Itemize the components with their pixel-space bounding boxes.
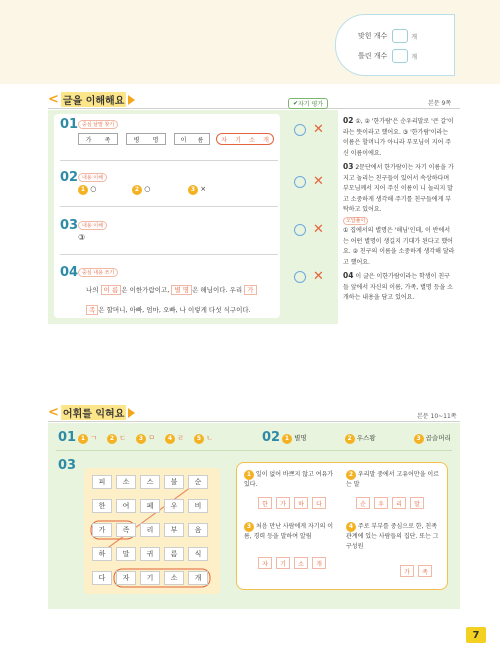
hint-text: 일이 없어 바쁘지 않고 여유가 있다. bbox=[244, 471, 334, 488]
number-badge: 1 bbox=[282, 434, 292, 444]
hint-text: 주로 부부를 중심으로 한, 친족 관계에 있는 사람들의 집단. 또는 그 구성원 bbox=[346, 523, 439, 550]
word-char: 병 bbox=[133, 136, 140, 144]
note-text: ① 집에서의 별명은 '해님'인데, 이 반에서는 어떤 별명이 생길지 기대가 된다고 했어요. ② 친구의 이름을 소중하게 생각해 달라고 했어요. bbox=[343, 227, 455, 266]
unit-label: 개 bbox=[411, 33, 418, 41]
answer-text: ㄱ bbox=[90, 434, 97, 442]
chevron-left-icon: < bbox=[48, 405, 59, 420]
grid-cell: 다 bbox=[92, 571, 112, 585]
divider bbox=[48, 108, 460, 109]
q02-tag: 내용 이해 bbox=[78, 173, 107, 182]
number-badge: 2 bbox=[345, 434, 355, 444]
answer-cell: 기 bbox=[276, 557, 290, 569]
answer-cell: 소 bbox=[294, 557, 308, 569]
answer-cell: 하 bbox=[294, 497, 308, 509]
hint-text: 처음 만난 사람에게 자기의 이름, 경력 등을 말하여 알림 bbox=[244, 523, 334, 540]
correct-count-row bbox=[358, 29, 417, 43]
note-text: ①, ② '한가람'은 순우리말로 '큰 갈'이라는 뜻이라고 했어요. ③ '한가람'이라는 이름은 할머니가 아니라 부모님이 지어 주신 이름이에요. bbox=[343, 118, 454, 157]
answer-cell: 말 bbox=[410, 497, 424, 509]
answer-item bbox=[136, 433, 155, 444]
self-check-o-button[interactable] bbox=[294, 271, 306, 283]
number-badge: 1 bbox=[78, 185, 88, 195]
self-check-x-button[interactable]: ✕ bbox=[313, 222, 324, 237]
grid-cell: 개 bbox=[188, 571, 208, 585]
hint-1 bbox=[244, 470, 340, 490]
self-check-o-button[interactable] bbox=[294, 176, 306, 188]
answer-blank: 족 bbox=[86, 305, 98, 315]
grid-cell: 식 bbox=[188, 547, 208, 561]
self-check-x-button[interactable]: ✕ bbox=[313, 122, 324, 137]
grid-cell: 부 bbox=[164, 523, 184, 537]
answer-cell: 자 bbox=[258, 557, 272, 569]
answer-text: ㅁ bbox=[148, 434, 155, 442]
divider bbox=[56, 450, 452, 451]
section2-page-ref: 본문 10~11쪽 bbox=[417, 413, 457, 420]
hint-4-answer bbox=[400, 565, 432, 577]
note-number: 04 bbox=[343, 271, 354, 280]
grid-cell: 자 bbox=[116, 571, 136, 585]
explanation-notes bbox=[343, 116, 455, 304]
correct-count-input[interactable] bbox=[392, 29, 408, 43]
answer-item bbox=[78, 433, 97, 444]
answer-cell: 한 bbox=[258, 497, 272, 509]
s2-q02-answers bbox=[282, 433, 451, 444]
q02-item-2 bbox=[132, 185, 150, 195]
number-badge: 3 bbox=[244, 522, 254, 532]
word-char: 기 bbox=[235, 136, 241, 144]
page-number: 7 bbox=[466, 627, 486, 643]
grid-cell: 말 bbox=[116, 547, 136, 561]
correct-label: 맞힌 개수 bbox=[358, 32, 388, 40]
q04-answer bbox=[86, 280, 281, 320]
unit-label: 개 bbox=[411, 53, 418, 61]
q03-number: 03 bbox=[58, 458, 77, 473]
answer-cell: 다 bbox=[312, 497, 326, 509]
answer-cell: 가 bbox=[400, 565, 414, 577]
grid-cell: 가 bbox=[92, 523, 112, 537]
q02-number: 02 bbox=[60, 170, 79, 185]
word-char: 족 bbox=[104, 136, 111, 144]
s2-q01-answers bbox=[78, 433, 213, 444]
grid-cell: 기 bbox=[140, 571, 160, 585]
hint-1-answer bbox=[258, 497, 326, 509]
hint-4 bbox=[346, 522, 442, 552]
grid-cell: 스 bbox=[140, 475, 160, 489]
section1-page-ref: 본문 9쪽 bbox=[428, 100, 452, 107]
number-badge: 2 bbox=[132, 185, 142, 195]
divider bbox=[60, 160, 278, 161]
note-03 bbox=[343, 162, 455, 216]
q02-item-3 bbox=[188, 185, 206, 195]
answer-item bbox=[194, 433, 213, 444]
hint-3 bbox=[244, 522, 340, 542]
q01-word-box-2 bbox=[126, 133, 166, 145]
self-check-o-button[interactable] bbox=[294, 124, 306, 136]
answer-blank: 이 름 bbox=[101, 285, 122, 295]
wrong-count-input[interactable] bbox=[392, 49, 408, 63]
text-part: 은 할머니, 아빠, 엄마, 오빠, 나 이렇게 다섯 식구이다. bbox=[98, 306, 251, 314]
answer-text: ㄴ bbox=[206, 434, 213, 442]
grid-cell: 족 bbox=[116, 523, 136, 537]
grid-cell: 하 bbox=[92, 547, 112, 561]
divider bbox=[60, 206, 278, 207]
wrong-answer-tag: 오답풀이 bbox=[343, 217, 368, 225]
q02-item-1 bbox=[78, 185, 96, 195]
answer-text: ㄹ bbox=[177, 434, 184, 442]
answer-mark: ○ bbox=[144, 185, 151, 193]
grid-cell: 불 bbox=[164, 475, 184, 489]
section2-heading bbox=[48, 405, 135, 420]
answer-cell: 가 bbox=[276, 497, 290, 509]
self-check-label: ✔ 자기 평가 bbox=[288, 98, 328, 109]
arrow-icon bbox=[128, 408, 135, 418]
hint-3-answer bbox=[258, 557, 326, 569]
answer-text: 별명 bbox=[294, 434, 307, 442]
number-badge: 4 bbox=[165, 434, 175, 444]
answer-mark: × bbox=[200, 185, 207, 193]
number-badge: 3 bbox=[136, 434, 146, 444]
answer-mark: ○ bbox=[90, 185, 97, 193]
q01-word-box-3 bbox=[174, 133, 210, 145]
note-number: 02 bbox=[343, 116, 354, 125]
answer-cell: 족 bbox=[418, 565, 432, 577]
section1-heading bbox=[48, 92, 135, 107]
answer-text: 곱슬머리 bbox=[425, 434, 451, 442]
self-check-text: 자기 평가 bbox=[297, 101, 324, 108]
note-text: 이 글은 이한가람이라는 학생이 친구들 앞에서 자신의 이름, 가족, 별명 등을 소개하는 내용을 담고 있어요. bbox=[343, 273, 453, 301]
number-badge: 3 bbox=[188, 185, 198, 195]
note-wrong bbox=[343, 216, 455, 269]
grid-cell: 비 bbox=[188, 499, 208, 513]
word-search-grid bbox=[90, 473, 214, 590]
divider bbox=[48, 421, 460, 422]
grid-cell: 순 bbox=[188, 475, 208, 489]
number-badge: 4 bbox=[346, 522, 356, 532]
number-badge: 3 bbox=[414, 434, 424, 444]
grid-cell: 귀 bbox=[140, 547, 160, 561]
arrow-icon bbox=[128, 95, 135, 105]
note-04 bbox=[343, 271, 455, 304]
answer-cell: 순 bbox=[356, 497, 370, 509]
answer-item bbox=[165, 433, 184, 444]
hint-2 bbox=[346, 470, 442, 490]
self-check-x-button[interactable]: ✕ bbox=[313, 174, 324, 189]
number-badge: 2 bbox=[346, 470, 356, 480]
number-badge: 5 bbox=[194, 434, 204, 444]
q01-word-box-1 bbox=[78, 133, 118, 145]
q02-number: 02 bbox=[262, 430, 281, 445]
q01-tag: 중심 낱말 찾기 bbox=[78, 120, 118, 129]
answer-item bbox=[282, 433, 307, 444]
grid-cell: 소 bbox=[164, 571, 184, 585]
score-box bbox=[335, 14, 455, 76]
note-number: 03 bbox=[343, 162, 354, 171]
grid-cell: 페 bbox=[140, 499, 160, 513]
hint-2-answer bbox=[356, 497, 424, 509]
q03-tag: 내용 이해 bbox=[78, 221, 107, 230]
text-part: 나의 bbox=[86, 286, 99, 294]
word-char: 소 bbox=[249, 136, 255, 144]
q04-tag: 중심 내용 쓰기 bbox=[78, 268, 118, 277]
divider bbox=[60, 254, 278, 255]
number-badge: 2 bbox=[107, 434, 117, 444]
q03-answer: ③ bbox=[78, 233, 86, 242]
answer-cell: 리 bbox=[392, 497, 406, 509]
q01-number: 01 bbox=[58, 430, 77, 445]
diagonal-answer-line bbox=[98, 479, 202, 555]
word-char: 이 bbox=[180, 136, 187, 144]
answer-blank: 가 bbox=[244, 285, 256, 295]
wrong-count-row bbox=[358, 49, 417, 63]
answer-blank: 별 명 bbox=[171, 285, 192, 295]
grid-cell: 름 bbox=[164, 547, 184, 561]
self-check-x-button[interactable]: ✕ bbox=[313, 269, 324, 284]
grid-cell: 음 bbox=[188, 523, 208, 537]
note-02 bbox=[343, 116, 455, 159]
grid-cell: 여 bbox=[116, 499, 136, 513]
chevron-left-icon: < bbox=[48, 92, 59, 107]
q03-number: 03 bbox=[60, 218, 79, 233]
answer-cell: 우 bbox=[374, 497, 388, 509]
text-part: 은 해님이다. 우리 bbox=[192, 286, 243, 294]
number-badge: 1 bbox=[78, 434, 88, 444]
q04-number: 04 bbox=[60, 265, 79, 280]
grid-cell: 우 bbox=[164, 499, 184, 513]
section1-title: 글을 이해해요 bbox=[61, 92, 126, 107]
section2-title: 어휘를 익혀요 bbox=[61, 405, 126, 420]
answer-item bbox=[345, 433, 376, 444]
grid-cell: 리 bbox=[140, 523, 160, 537]
answer-text: ㄷ bbox=[119, 434, 126, 442]
wrong-label: 틀린 개수 bbox=[358, 52, 388, 60]
q01-word-box-circled bbox=[216, 133, 274, 145]
grid-cell: 소 bbox=[116, 475, 136, 489]
answer-item bbox=[107, 433, 126, 444]
grid-cell: 피 bbox=[92, 475, 112, 489]
word-char: 개 bbox=[263, 136, 269, 144]
text-part: 은 이한가람이고, bbox=[121, 286, 170, 294]
answer-cell: 개 bbox=[312, 557, 326, 569]
hint-text: 우리말 중에서 고유어만을 이르는 말 bbox=[346, 471, 439, 488]
answer-text: 우스꽝 bbox=[356, 434, 376, 442]
answer-item bbox=[414, 433, 451, 444]
q01-number: 01 bbox=[60, 117, 79, 132]
word-char: 자 bbox=[221, 136, 227, 144]
self-check-o-button[interactable] bbox=[294, 224, 306, 236]
grid-cell: 한 bbox=[92, 499, 112, 513]
word-char: 명 bbox=[152, 136, 159, 144]
number-badge: 1 bbox=[244, 470, 254, 480]
note-text: 2문단에서 한가람이는 자기 이름을 가지고 놀리는 친구들이 있어서 속상하다며 부모님께서 지어 주신 이름이 니 놀리지 말고 소중하게 생각해 주기를 친구들에게 부탁하고 있어요. bbox=[343, 164, 454, 213]
word-char: 름 bbox=[197, 136, 204, 144]
word-char: 가 bbox=[85, 136, 92, 144]
